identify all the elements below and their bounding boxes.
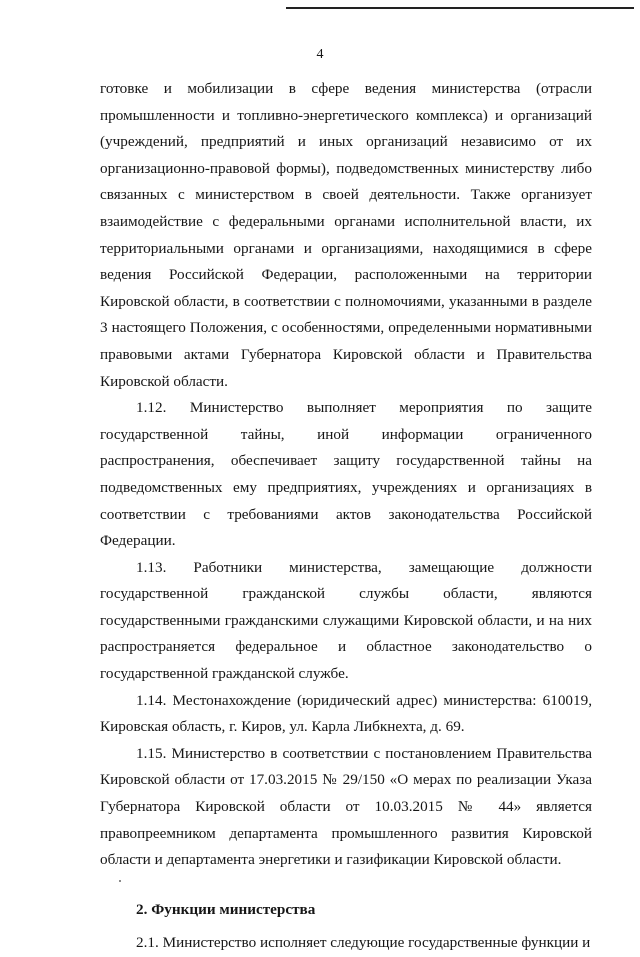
paragraph-2-1: 2.1. Министерство исполняет следующие государственные функции и bbox=[136, 934, 591, 952]
scan-speck bbox=[119, 880, 121, 882]
paragraph-1-12: 1.12. Министерство выполняет мероприятия по защите государственной тайны, иной информации ограниченного распространения, обеспечивает защиту государственной тайны на подведомственных ему предприятиях, учреждениях и организациях в соответствии с требованиями актов законодательства Российской Федерации. bbox=[100, 399, 592, 550]
paragraph-1-15: 1.15. Министерство в соответствии с постановлением Правительства Кировской области от 17.03.2015 № 29/150 «О мерах по реализации Указа Губернатора Кировской области от 10.03.2015 № 44» является правопреемником департамента промышленного развития Кировской области и департамента энергетики и газификации Кировской области. bbox=[100, 744, 592, 869]
paragraph-1-13: 1.13. Работники министерства, замещающие должности государственной гражданской службы области, являются государственными гражданскими служащими Кировской области, и на них распространяется федеральное и областное законодательство о государственной гражданской службе. bbox=[100, 558, 592, 683]
page-number: 4 bbox=[316, 47, 324, 62]
header-rule bbox=[286, 7, 634, 9]
document-body bbox=[100, 76, 592, 957]
paragraph-continuation: готовке и мобилизации в сфере ведения министерства (отрасли промышленности и топливно-энергетического комплекса) и организаций (учреждений, предприятий и иных организаций независимо от их организационно-правовой формы), подведомственных министерству либо связанных с министерством в своей деятельности. Также организует взаимодействие с федеральными органами исполнительной власти, их территориальными органами и организациями, находящимися в сфере ведения Российской Федерации, расположенными на территории Кировской области, в соответствии с полномочиями, указанными в разделе 3 настоящего Положения, с особенностями, определенными нормативными правовыми актами Губернатора Кировской области и Правительства Кировской области. bbox=[100, 80, 592, 390]
paragraph-1-14: 1.14. Местонахождение (юридический адрес) министерства: 610019, Кировская область, г. Киров, ул. Карла Либкнехта, д. 69. bbox=[100, 691, 592, 736]
section-heading: 2. Функции министерства bbox=[136, 900, 316, 918]
